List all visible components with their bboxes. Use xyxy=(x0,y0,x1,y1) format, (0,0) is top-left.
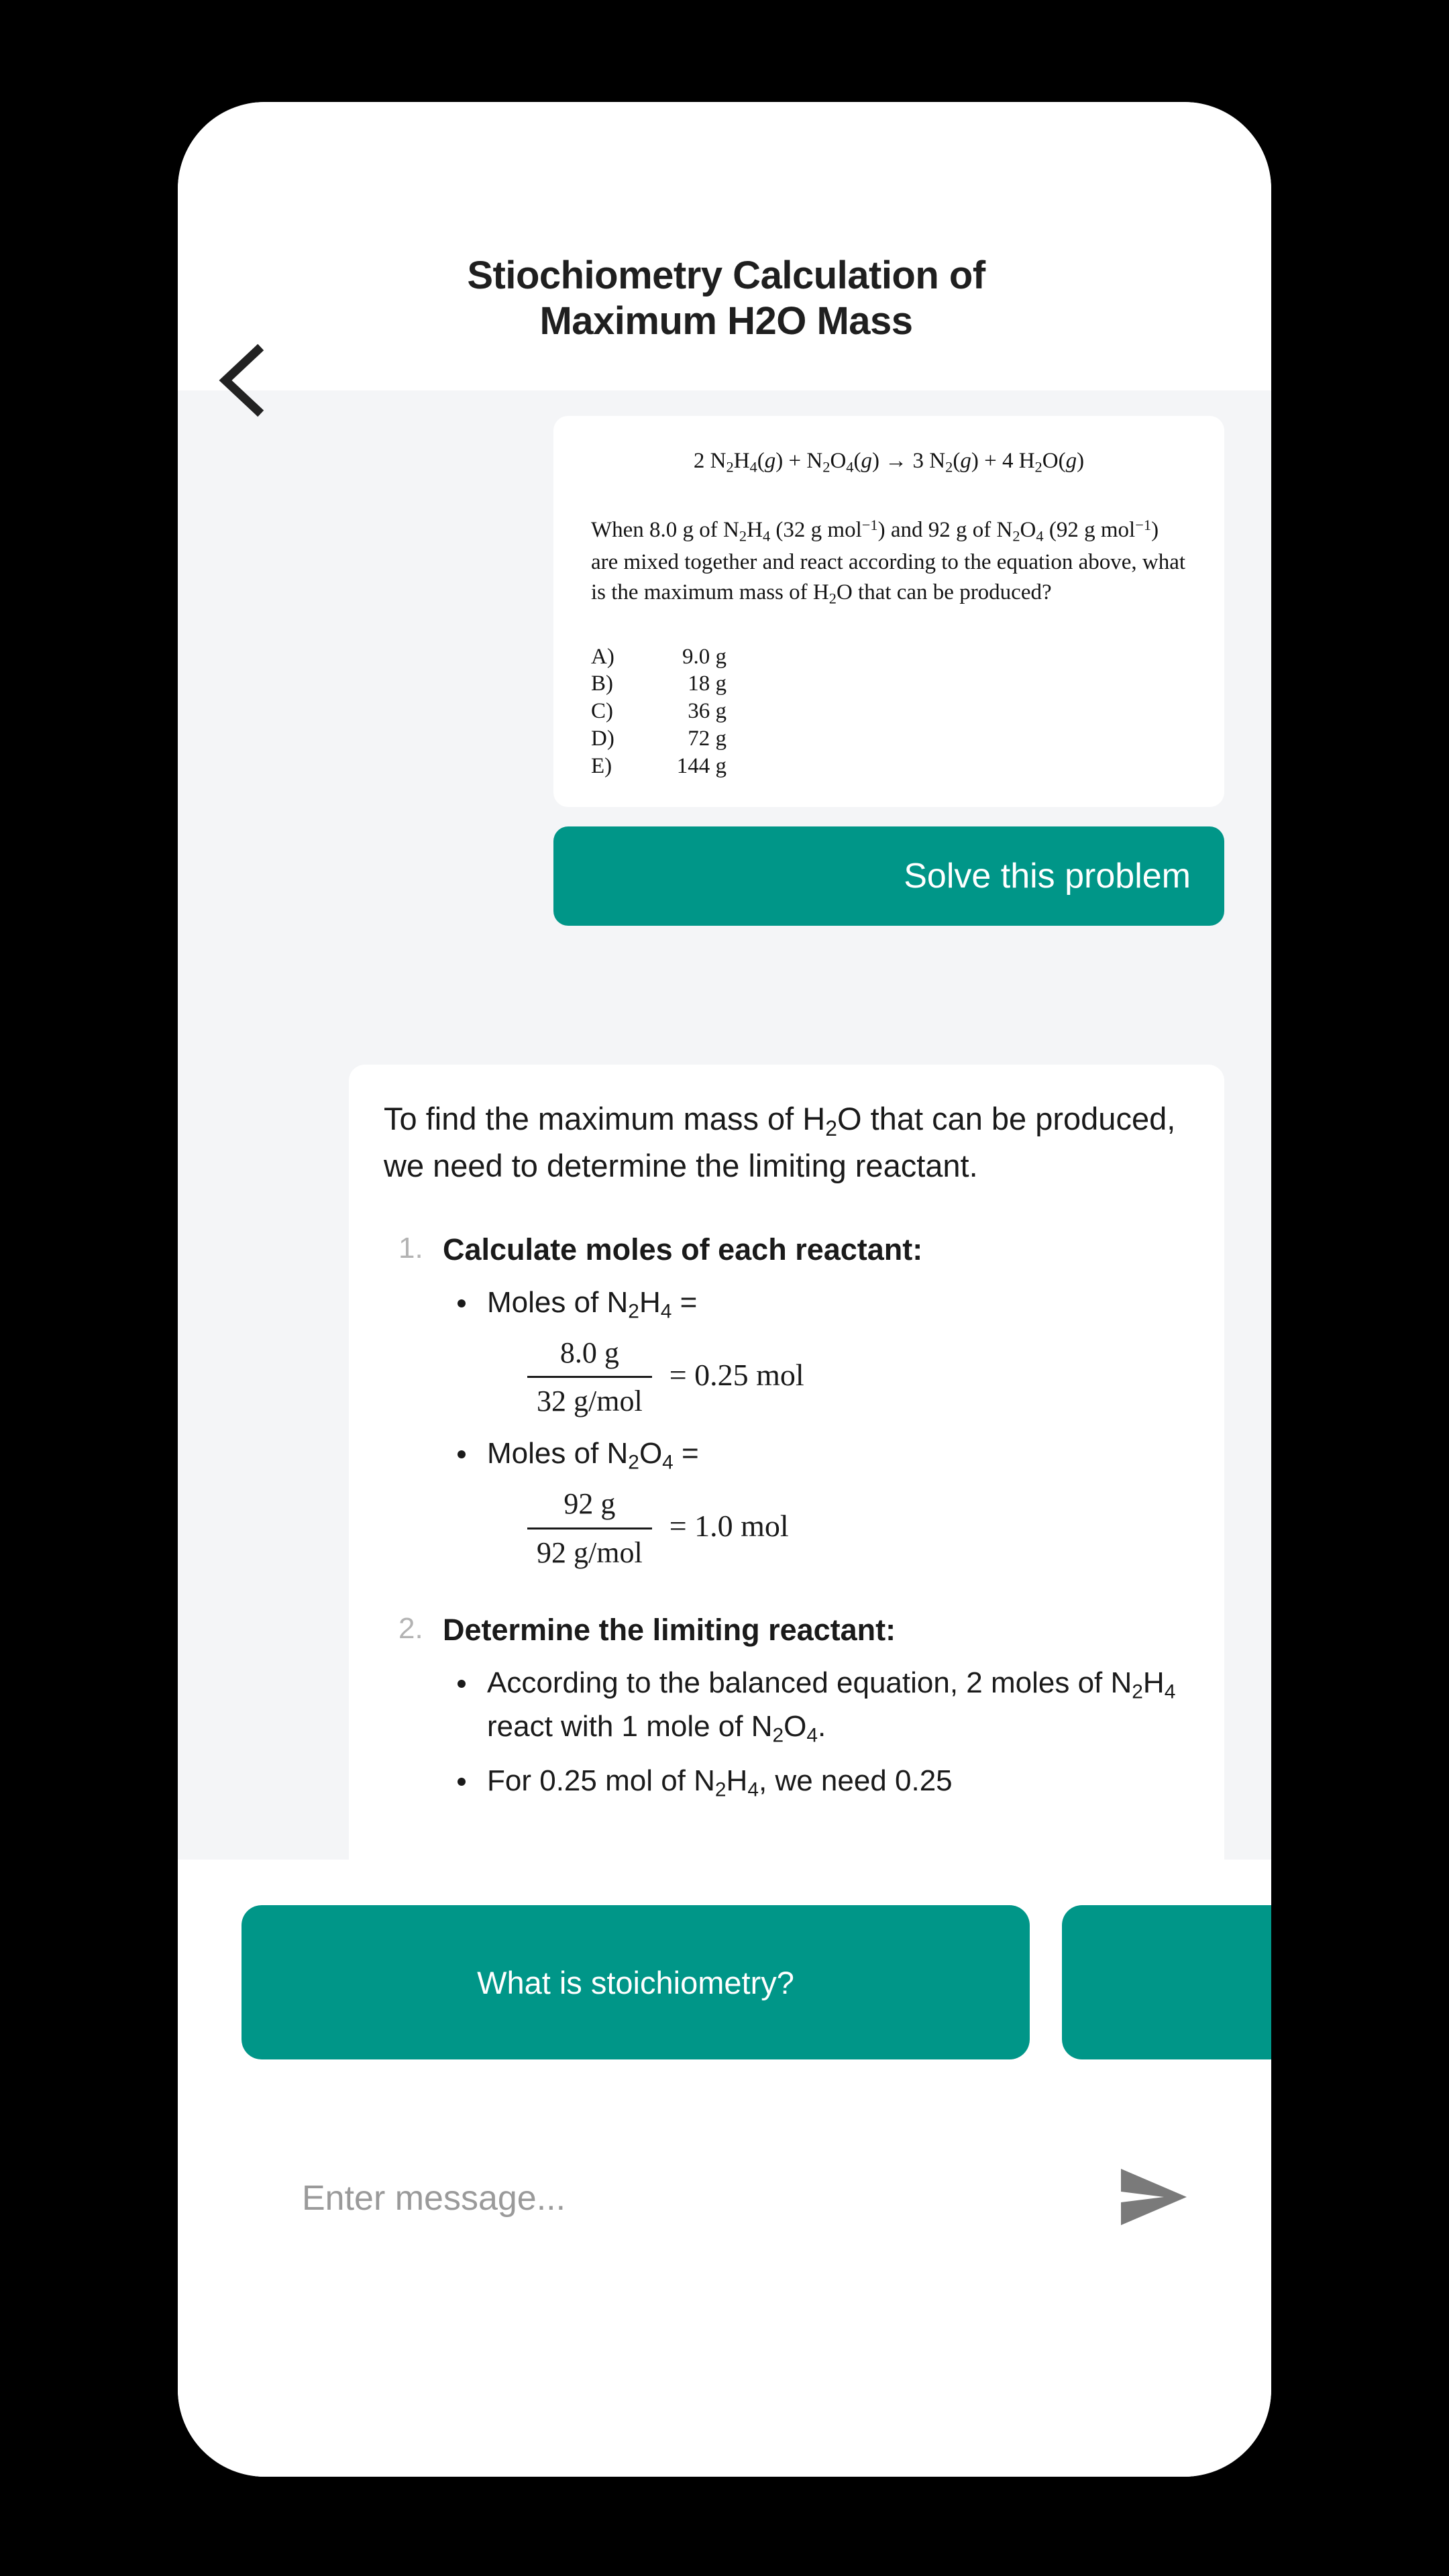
suggestion-chip[interactable] xyxy=(1062,1905,1271,2059)
option-letter: B) xyxy=(591,672,613,696)
answer-option xyxy=(591,670,1187,698)
message-input[interactable] xyxy=(241,2178,1100,2218)
question-body-text: When 8.0 g of $N_2H_4$ (32 g mol$^{-1}$) and 92 g of $N_2O_4$ (92 g mol$^{-1}$) are mixed together and react according to the equation above, what is the maximum mass of $H_2O$ that can be produced? xyxy=(591,517,1186,607)
solution-step xyxy=(384,1611,1189,1804)
send-button[interactable] xyxy=(1100,2151,1208,2245)
fraction-numerator: 8.0 g xyxy=(559,1336,619,1369)
assistant-message-card xyxy=(349,1065,1224,1860)
equation-plus-1: + xyxy=(788,449,802,473)
fraction-row xyxy=(487,1328,1189,1422)
page-title xyxy=(322,253,1130,345)
bullet-lead-text: Moles of $N_2H_4$ = xyxy=(487,1285,698,1322)
bullet-item xyxy=(443,1433,1189,1573)
answer-option xyxy=(591,698,1187,725)
equation-plus-2: + xyxy=(984,449,997,473)
fraction-result: = 0.25 mol xyxy=(669,1357,804,1392)
answer-option xyxy=(591,725,1187,753)
suggestion-chips-row[interactable] xyxy=(178,1905,1271,2073)
bullet-item xyxy=(443,1282,1189,1422)
fraction-result: = 1.0 mol xyxy=(669,1509,789,1544)
option-letter: D) xyxy=(591,727,614,751)
fraction xyxy=(527,1332,652,1422)
bullet-item: According to the balanced equation, 2 moles of $N_2H_4$ react with 1 mole of $N_2O_4$. xyxy=(443,1662,1189,1750)
page-title-line-2: Maximum H2O Mass xyxy=(539,299,913,343)
step-title: Determine the limiting reactant: xyxy=(443,1613,896,1648)
user-message-text: Solve this problem xyxy=(904,857,1191,896)
option-value: 36 g xyxy=(688,699,727,724)
send-arrow-icon xyxy=(1117,2165,1191,2233)
equation-reactant-1: $N_2H_4(g)$ xyxy=(710,449,784,476)
fraction-denominator: 92 g/mol xyxy=(527,1527,652,1574)
chemical-equation xyxy=(591,447,1187,476)
step-title: Calculate moles of each reactant: xyxy=(443,1232,923,1267)
answer-option xyxy=(591,643,1187,671)
option-value: 72 g xyxy=(688,727,727,751)
step-bullets xyxy=(443,1662,1189,1805)
equation-arrow: → xyxy=(885,449,908,473)
fraction-row xyxy=(487,1479,1189,1573)
suggestion-chip-label: What is stoichiometry? xyxy=(477,1964,794,2000)
option-letter: E) xyxy=(591,754,612,779)
option-value: 9.0 g xyxy=(682,644,727,669)
equation-coef-d: 4 xyxy=(1002,449,1014,473)
fraction xyxy=(527,1483,652,1573)
fraction-numerator: 92 g xyxy=(564,1487,616,1521)
equation-product-2: $H_2O(g)$ xyxy=(1018,449,1085,476)
message-input-bar xyxy=(241,2141,1208,2255)
solution-step xyxy=(384,1230,1189,1573)
solution-steps-list xyxy=(384,1230,1189,1805)
equation-coef-a: 2 xyxy=(693,449,705,473)
chevron-left-icon xyxy=(216,343,267,417)
answer-options-list xyxy=(591,643,1187,781)
fraction-denominator: 32 g/mol xyxy=(527,1376,652,1422)
back-button[interactable] xyxy=(198,337,285,424)
bullet-lead-text: Moles of $N_2O_4$ = xyxy=(487,1436,699,1474)
chat-scroll-area[interactable] xyxy=(178,390,1271,1860)
equation-product-1: $N_2(g)$ xyxy=(929,449,979,476)
assistant-intro-text: To find the maximum mass of $H_2O$ that can be produced, we need to determine the limiting reactant. xyxy=(384,1101,1176,1184)
app-header xyxy=(178,102,1271,390)
equation-coef-c: 3 xyxy=(912,449,924,473)
composer-area xyxy=(178,1860,1271,2477)
option-value: 18 g xyxy=(688,672,727,696)
bullet-item: For 0.25 mol of $N_2H_4$, we need 0.25 xyxy=(443,1760,1189,1804)
page-title-line-1: Stiochiometry Calculation of xyxy=(467,254,985,297)
option-value: 144 g xyxy=(676,754,727,779)
phone-frame xyxy=(178,102,1271,2477)
answer-option xyxy=(591,753,1187,780)
option-letter: C) xyxy=(591,699,613,724)
suggestion-chip[interactable] xyxy=(241,1905,1030,2059)
option-letter: A) xyxy=(591,644,614,669)
equation-reactant-2: $N_2O_4(g)$ xyxy=(806,449,880,476)
question-image-card xyxy=(553,416,1224,807)
user-message-bubble xyxy=(553,826,1224,926)
step-bullets xyxy=(443,1282,1189,1574)
